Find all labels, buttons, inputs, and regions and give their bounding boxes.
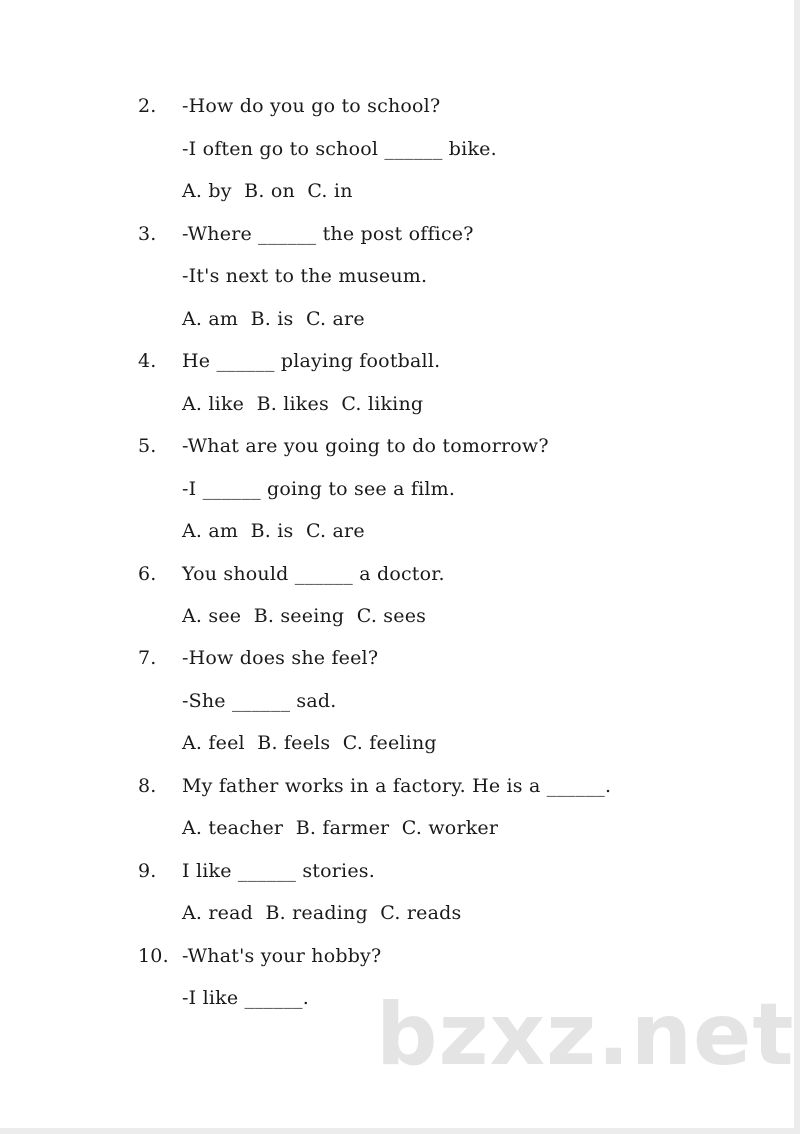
question-number: 10. (138, 945, 169, 967)
question-number: 4. (138, 350, 157, 372)
question-number: 2. (138, 95, 157, 117)
question-text: -Where ______ the post office? (182, 223, 474, 245)
answer-options: A. am B. is C. are (182, 308, 365, 330)
question-text: My father works in a factory. He is a ______. (182, 775, 612, 797)
question-text: -How does she feel? (182, 647, 379, 669)
watermark: bzxz.net (376, 985, 795, 1085)
answer-options: A. feel B. feels C. feeling (182, 732, 437, 754)
question-number: 7. (138, 647, 157, 669)
question-number: 8. (138, 775, 157, 797)
question-text: -She ______ sad. (182, 690, 337, 712)
question-text: I like ______ stories. (182, 860, 375, 882)
question-number: 3. (138, 223, 157, 245)
question-number: 9. (138, 860, 157, 882)
answer-options: A. like B. likes C. liking (182, 393, 424, 415)
answer-options: A. see B. seeing C. sees (182, 605, 427, 627)
question-text: -It's next to the museum. (182, 265, 428, 287)
question-text: -I often go to school ______ bike. (182, 138, 497, 160)
question-text: He ______ playing football. (182, 350, 441, 372)
answer-options: A. read B. reading C. reads (182, 902, 462, 924)
question-text: -I like ______. (182, 987, 309, 1009)
question-text: -I ______ going to see a film. (182, 478, 456, 500)
answer-options: A. by B. on C. in (182, 180, 353, 202)
question-number: 6. (138, 563, 157, 585)
answer-options: A. am B. is C. are (182, 520, 365, 542)
question-number: 5. (138, 435, 157, 457)
question-text: You should ______ a doctor. (182, 563, 445, 585)
question-text: -What's your hobby? (182, 945, 382, 967)
answer-options: A. teacher B. farmer C. worker (182, 817, 499, 839)
question-text: -What are you going to do tomorrow? (182, 435, 549, 457)
question-text: -How do you go to school? (182, 95, 441, 117)
